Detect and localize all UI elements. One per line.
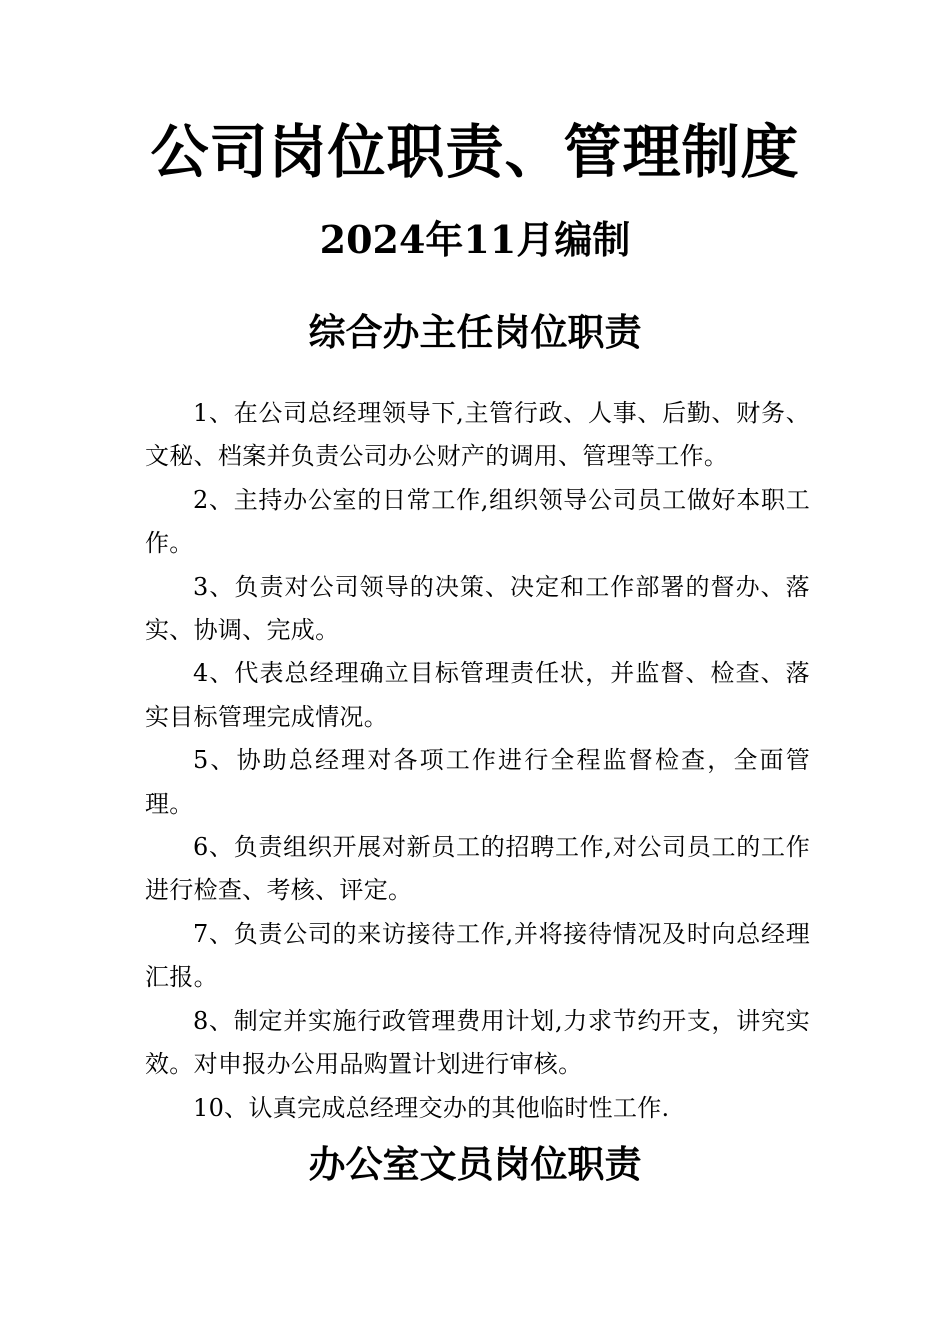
duty-paragraph: 10、认真完成总经理交办的其他临时性工作. xyxy=(193,1093,670,1122)
duty-paragraph: 7、负责公司的来访接待工作,并将接待情况及时向总经理汇报。 xyxy=(145,919,810,992)
duty-paragraph: 2、主持办公室的日常工作,组织领导公司员工做好本职工作。 xyxy=(145,485,810,558)
section-title-office-clerk: 办公室文员岗位职责 xyxy=(308,1142,642,1186)
duty-paragraph: 8、制定并实施行政管理费用计划,力求节约开支，讲究实效。对申报办公用品购置计划进行审核。 xyxy=(145,1006,810,1079)
document-title: 公司岗位职责、管理制度 xyxy=(150,118,800,186)
duty-paragraph: 3、负责对公司领导的决策、决定和工作部署的督办、落实、协调、完成。 xyxy=(145,572,810,645)
duty-paragraph: 6、负责组织开展对新员工的招聘工作,对公司员工的工作进行检查、考核、评定。 xyxy=(145,833,810,905)
section-title-office-director: 综合办主任岗位职责 xyxy=(308,310,642,354)
duty-paragraph: 4、代表总经理确立目标管理责任状，并监督、检查、落实目标管理完成情况。 xyxy=(145,659,810,731)
office-director-duties xyxy=(145,392,810,1130)
duty-paragraph: 1、在公司总经理领导下,主管行政、人事、后勤、财务、文秘、档案并负责公司办公财产的调用、管理等工作。 xyxy=(145,399,810,471)
document-subtitle: 2024年11月编制 xyxy=(319,217,631,262)
duty-paragraph: 5、协助总经理对各项工作进行全程监督检查，全面管理。 xyxy=(145,746,810,818)
